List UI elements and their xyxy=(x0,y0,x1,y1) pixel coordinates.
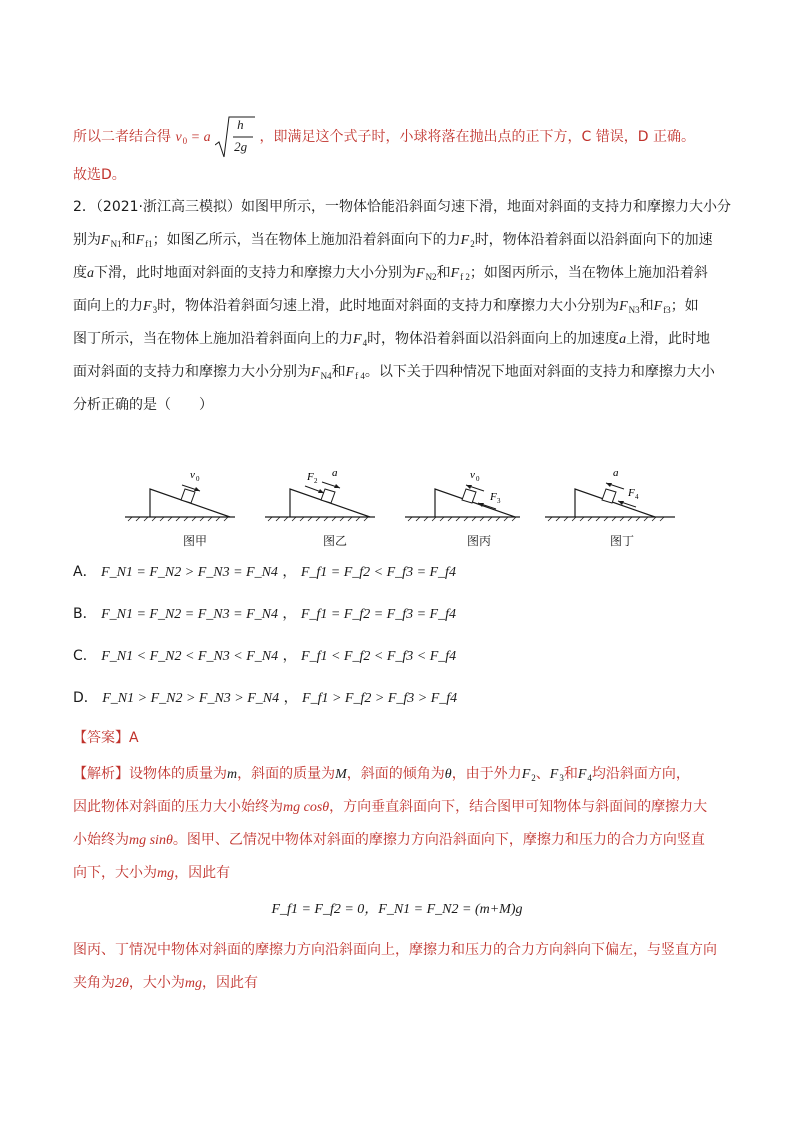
option-c-right: F_f1 < F_f2 < F_f3 < F_f4 xyxy=(301,649,457,664)
formula-v0: $v_0 = a$ xyxy=(175,130,211,146)
option-b-right: F_f1 = F_f2 = F_f3 = F_f4 xyxy=(300,607,456,622)
option-d-left: F_N1 > F_N2 > F_N3 > F_N4 xyxy=(102,691,280,706)
svg-text:0: 0 xyxy=(196,475,200,483)
option-c[interactable]: C． F_N1 < F_N2 < F_N3 < F_N4 ， F_f1 < F_f2 < F_f3 < F_f4 xyxy=(73,648,457,664)
problem-line-1: 2．（2021·浙江高三模拟）如图甲所示，一物体恰能沿斜面匀速下滑，地面对斜面的支持力和摩擦力大小分 xyxy=(73,199,731,215)
figure-label-jia: 图甲 xyxy=(183,534,208,548)
v0-label: v xyxy=(190,469,195,481)
block-ding xyxy=(602,489,616,503)
answer-value: A xyxy=(129,730,139,746)
option-a-left: F_N1 = F_N2 > F_N3 = F_N4 xyxy=(101,565,278,580)
block-jia xyxy=(181,489,195,503)
equation-1: F_f1 = F_f2 = 0，F_N1 = F_N2 = (m+M)g xyxy=(271,902,523,917)
v0-label-bing: v xyxy=(470,469,475,481)
analysis-line-4: 向下，大小为mg，因此有 xyxy=(73,865,231,881)
option-a-right: F_f1 = F_f2 < F_f3 = F_f4 xyxy=(300,565,456,580)
frac-numerator: h xyxy=(237,117,244,132)
problem-line-2: 别为$F_{N1}$和$F_{f1}$；如图乙所示，当在物体上施加沿着斜面向下的力$F_2$时，物体沿着斜面以沿斜面向下的加速 xyxy=(73,232,713,249)
figure-ding xyxy=(545,467,675,521)
svg-text:3: 3 xyxy=(497,497,501,505)
problem-line-5: 图丁所示，当在物体上施加沿着斜面向上的力$F_4$时，物体沿着斜面以沿斜面向上的加速度a上滑，此时地 xyxy=(73,331,711,348)
analysis-line-6: 夹角为2θ，大小为mg，因此有 xyxy=(73,975,259,991)
analysis-line-3: 小始终为mg sinθ。图甲、乙情况中物体对斜面的摩擦力方向沿斜面向下，摩擦力和压力的合力方向竖直 xyxy=(73,832,705,848)
option-d[interactable]: D． F_N1 > F_N2 > F_N3 > F_N4 ， F_f1 > F_f2 > F_f3 > F_f4 xyxy=(73,690,458,706)
block-yi xyxy=(321,489,335,503)
figure-jia xyxy=(125,469,235,521)
analysis-line-2: 因此物体对斜面的压力大小始终为mg cosθ，方向垂直斜面向下，结合图甲可知物体与斜面间的摩擦力大 xyxy=(73,799,708,815)
option-b-left: F_N1 = F_N2 = F_N3 = F_N4 xyxy=(101,607,278,622)
conclusion-tail: ，即满足这个式子时，小球将落在抛出点的正下方，C 错误，D 正确。 xyxy=(259,129,695,145)
choose-line: 故选D。 xyxy=(73,167,126,183)
answer-line xyxy=(73,727,139,749)
a-label-ding: a xyxy=(613,467,619,479)
F2-label: F xyxy=(307,471,314,483)
a-label-yi: a xyxy=(332,467,338,479)
sqrt-fraction xyxy=(215,115,255,159)
problem-line-4: 面向上的力$F_3$时，物体沿着斜面匀速上滑，此时地面对斜面的支持力和摩擦力大小分别为$F_{N3}$和$F_{f3}$；如 xyxy=(73,298,699,315)
frac-denominator: 2g xyxy=(234,139,248,154)
figure-label-bing: 图丙 xyxy=(467,534,492,548)
problem-line-6: 面对斜面的支持力和摩擦力大小分别为$F_{N4}$和$F_{f 4}$。以下关于四种情况下地面对斜面的支持力和摩擦力大小 xyxy=(73,364,715,381)
svg-text:2: 2 xyxy=(314,477,318,485)
problem-line-7: 分析正确的是（ ） xyxy=(73,397,213,413)
svg-text:4: 4 xyxy=(635,493,639,501)
option-a[interactable]: A． F_N1 = F_N2 > F_N3 = F_N4 ， F_f1 = F_f2 < F_f3 = F_f4 xyxy=(73,564,456,580)
answer-tag: 【答案】 xyxy=(73,730,129,746)
figure-yi xyxy=(265,467,375,521)
option-b[interactable]: B． F_N1 = F_N2 = F_N3 = F_N4 ， F_f1 = F_f2 = F_f3 = F_f4 xyxy=(73,606,456,622)
block-bing xyxy=(462,489,476,503)
analysis-line-5: 图丙、丁情况中物体对斜面的摩擦力方向沿斜面向上，摩擦力和压力的合力方向斜向下偏左，与竖直方向 xyxy=(73,942,717,958)
svg-text:0: 0 xyxy=(476,475,480,483)
problem-line-3: 度a下滑，此时地面对斜面的支持力和摩擦力大小分别为$F_{N2}$和$F_{f 2}$；如图丙所示，当在物体上施加沿着斜 xyxy=(73,265,708,282)
option-c-left: F_N1 < F_N2 < F_N3 < F_N4 xyxy=(101,649,279,664)
F3-label: F xyxy=(490,491,497,503)
incline-figures xyxy=(0,465,794,545)
conclusion-lead: 所以二者结合得 xyxy=(73,129,171,145)
option-d-right: F_f1 > F_f2 > F_f3 > F_f4 xyxy=(302,691,458,706)
analysis-tag: 【解析】 xyxy=(73,766,129,782)
figure-label-ding: 图丁 xyxy=(610,534,635,548)
analysis-line-1: 【解析】设物体的质量为m，斜面的质量为M，斜面的倾角为θ，由于外力$F_2$、$F_3$和$F_4$均沿斜面方向， xyxy=(73,766,690,783)
figure-bing xyxy=(405,469,520,521)
conclusion-line xyxy=(73,115,695,159)
F4-label: F xyxy=(628,487,635,499)
figure-label-yi: 图乙 xyxy=(323,534,348,548)
